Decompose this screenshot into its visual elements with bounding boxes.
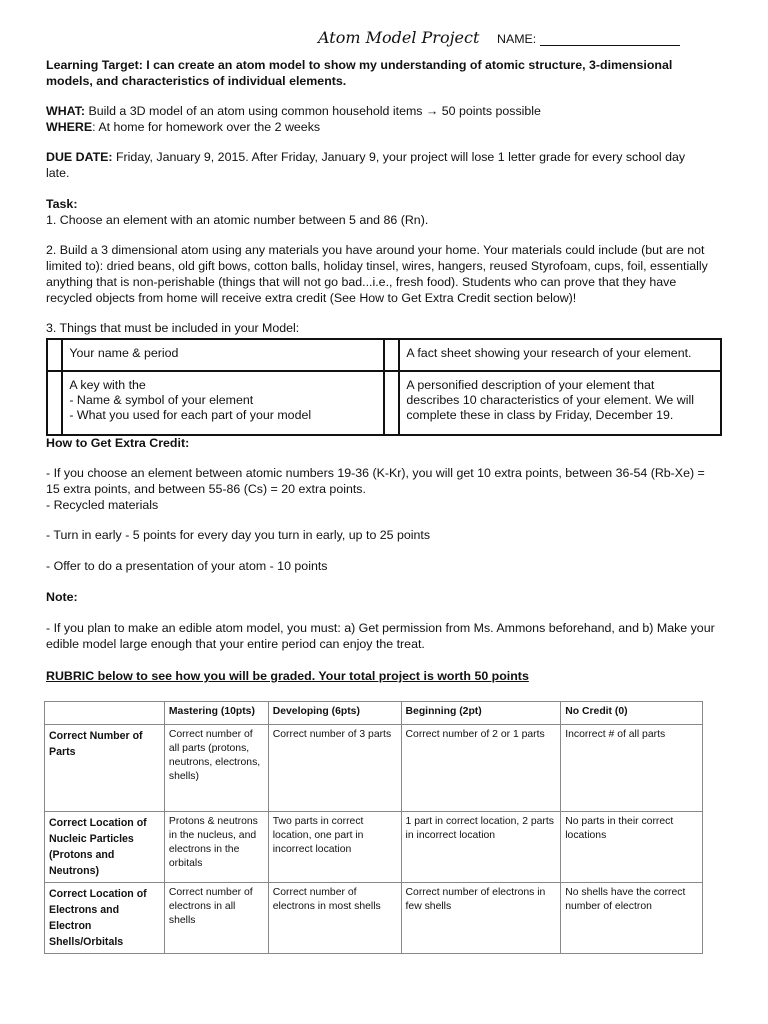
- checkbox-key[interactable]: [47, 371, 62, 435]
- extra-credit-item-3: - Turn in early - 5 points for every day you turn in early, up to 25 points: [46, 528, 431, 542]
- learning-target-line-2: models, and characteristics of individual elements.: [46, 74, 347, 88]
- checkbox-personified-description[interactable]: [384, 371, 399, 435]
- note-heading: Note:: [46, 590, 78, 604]
- extra-credit-item-1-line-2: 15 extra points, and between 55-86 (Cs) = 20 extra points.: [46, 482, 366, 496]
- name-blank-line: [540, 45, 680, 46]
- rubric-heading: [46, 668, 726, 684]
- rubric-header-no-credit: No Credit (0): [561, 702, 703, 725]
- task-heading: Task:: [46, 197, 78, 211]
- rubric-header-developing: Developing (6pts): [268, 702, 401, 725]
- rubric-cell: Correct number of 2 or 1 parts: [401, 725, 561, 812]
- what-label: WHAT:: [46, 104, 85, 118]
- extra-credit-item-2: - Recycled materials: [46, 498, 159, 512]
- rubric-header-beginning: Beginning (2pt): [401, 702, 561, 725]
- task-item-2-line-2: limited to): dried beans, old gift bows, cotton balls, holiday tinsel, wires, hangers, reused Styrofoam, cups, foil, essentially: [46, 259, 708, 273]
- rubric-criterion: Correct Location of Electrons and Electron Shells/Orbitals: [45, 883, 165, 954]
- rubric-criterion: Correct Location of Nucleic Particles (Protons and Neutrons): [45, 812, 165, 883]
- rubric-header-cell: [45, 702, 165, 725]
- model-requirements-table: [46, 338, 722, 436]
- rubric-cell: 1 part in correct location, 2 parts in incorrect location: [401, 812, 561, 883]
- extra-credit-item-4: - Offer to do a presentation of your atom - 10 points: [46, 559, 328, 573]
- what-line: [46, 103, 726, 119]
- rubric-cell: Correct number of 3 parts: [268, 725, 401, 812]
- rubric-cell: Correct number of all parts (protons, neutrons, electrons, shells): [164, 725, 268, 812]
- rubric-cell: Correct number of electrons in few shells: [401, 883, 561, 954]
- rubric-cell: Incorrect # of all parts: [561, 725, 703, 812]
- model-requirements-row: [47, 371, 721, 435]
- task-item-3: 3. Things that must be included in your Model:: [46, 321, 300, 335]
- rubric-cell: Correct number of electrons in most shells: [268, 883, 401, 954]
- requirement-description-line: A personified description of your element that: [406, 378, 655, 392]
- task-item-1: 1. Choose an element with an atomic number between 5 and 86 (Rn).: [46, 213, 429, 227]
- rubric-header-mastering: Mastering (10pts): [164, 702, 268, 725]
- requirement-key-line: A key with the: [69, 378, 146, 392]
- requirement-key-line: - What you used for each part of your model: [69, 408, 312, 422]
- where-line: [46, 119, 726, 135]
- requirement-fact-sheet: A fact sheet showing your research of your element.: [399, 339, 721, 371]
- rubric-cell: No shells have the correct number of electron: [561, 883, 703, 954]
- where-text: : At home for homework over the 2 weeks: [92, 120, 321, 134]
- page-title: Atom Model Project: [318, 28, 480, 47]
- extra-credit-item-1-line-1: - If you choose an element between atomic numbers 19-36 (K-Kr), you will get 10 extra points, between 36-54 (Rb-Xe) =: [46, 466, 705, 480]
- rubric-row: [45, 812, 703, 883]
- rubric-cell: No parts in their correct locations: [561, 812, 703, 883]
- rubric-header-row: [45, 702, 703, 725]
- what-text: Build a 3D model of an atom using common household items → 50 points possible: [85, 104, 541, 118]
- requirement-name-period: Your name & period: [62, 339, 384, 371]
- rubric-cell: Two parts in correct location, one part in incorrect location: [268, 812, 401, 883]
- extra-credit-heading: How to Get Extra Credit:: [46, 436, 190, 450]
- checkbox-name-period[interactable]: [47, 339, 62, 371]
- rubric-heading-text: RUBRIC below to see how you will be graded. Your total project is worth 50 points: [46, 669, 529, 683]
- task-item-2-line-3: anything that is non-perishable (things that will not go bad...i.e., fresh food). Students who can prove that they have: [46, 275, 677, 289]
- rubric-row: [45, 883, 703, 954]
- requirement-description-line: complete these in class by Friday, December 19.: [406, 408, 674, 422]
- note-line-2: edible model large enough that your entire period can enjoy the treat.: [46, 637, 425, 651]
- requirement-personified-description: [399, 371, 721, 435]
- name-label: NAME:: [497, 32, 537, 46]
- rubric-row: [45, 725, 703, 812]
- due-date-line-1: [46, 149, 726, 165]
- model-requirements-row: [47, 339, 721, 371]
- note-line-1: - If you plan to make an edible atom model, you must: a) Get permission from Ms. Ammons beforehand, and b) Make your: [46, 621, 715, 635]
- due-date-text: Friday, January 9, 2015. After Friday, January 9, your project will lose 1 letter grade for every school day: [112, 150, 686, 164]
- requirement-description-line: describes 10 characteristics of your element. We will: [406, 393, 694, 407]
- rubric-cell: Protons & neutrons in the nucleus, and electrons in the orbitals: [164, 812, 268, 883]
- where-label: WHERE: [46, 120, 93, 134]
- title-row: [0, 28, 768, 52]
- rubric-cell: Correct number of electrons in all shells: [164, 883, 268, 954]
- checkbox-fact-sheet[interactable]: [384, 339, 399, 371]
- rubric-table: [44, 701, 703, 954]
- due-date-label: DUE DATE:: [46, 150, 113, 164]
- due-date-line-2: late.: [46, 166, 70, 180]
- task-item-2-line-4: recycled objects from home will receive extra credit (See How to Get Extra Credit section below)!: [46, 291, 577, 305]
- requirement-key-line: - Name & symbol of your element: [69, 393, 254, 407]
- learning-target-line-1: Learning Target: I can create an atom model to show my understanding of atomic structure, 3-dimensional: [46, 58, 673, 72]
- requirement-key: [62, 371, 384, 435]
- rubric-criterion: Correct Number of Parts: [45, 725, 165, 812]
- task-item-2-line-1: 2. Build a 3 dimensional atom using any materials you have around your home. Your materials could include (but are not: [46, 243, 705, 257]
